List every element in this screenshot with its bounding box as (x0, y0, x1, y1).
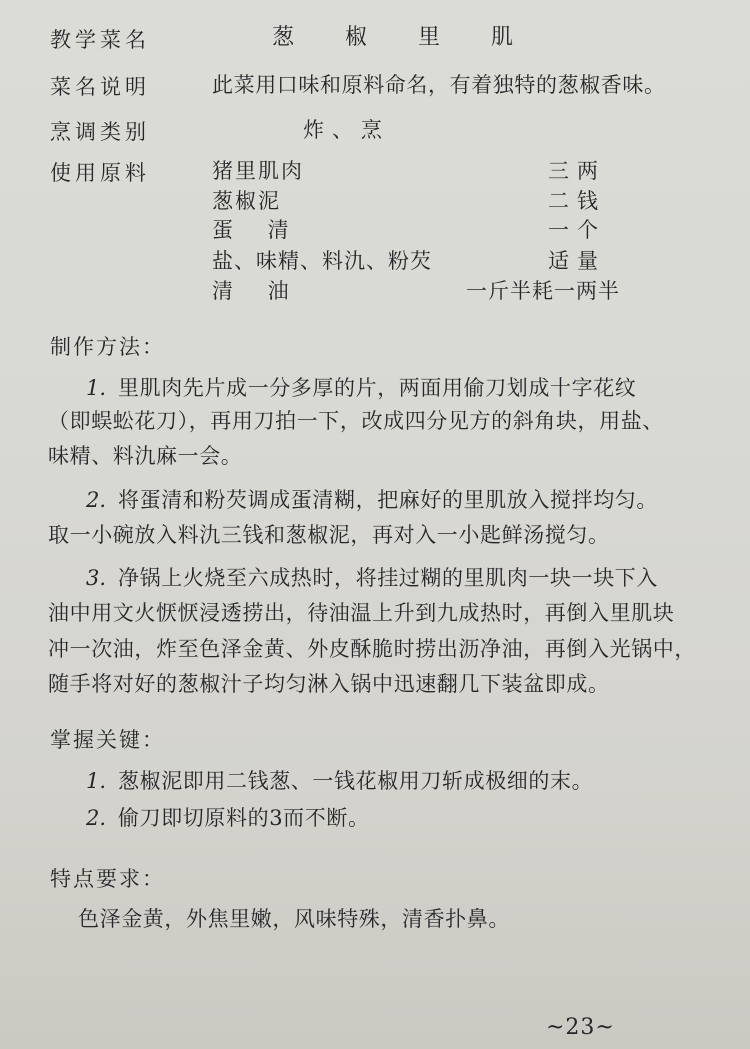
cook-label: 烹调类别 (50, 120, 150, 144)
step-line: 净锅上火烧至六成热时，将挂过糊的里肌肉一块一块下入 (118, 566, 658, 590)
ingredient-name: 蛋 清 (212, 218, 303, 242)
ingredient-qty: 一斤半耗一两半 (466, 279, 620, 303)
dish-name: 葱 椒 里 肌 (272, 25, 535, 50)
step-line: 里肌肉先片成一分多厚的片，两面用偷刀划成十字花纹 (118, 376, 637, 400)
method-title: 制作方法： (50, 335, 165, 359)
ingredient-name: 猪里肌肉 (212, 159, 304, 183)
ingredient-name: 清 油 (212, 279, 303, 303)
step-line: 随手将对好的葱椒汁子均匀淋入锅中迅速翻几下装盆即成。 (48, 672, 610, 696)
keys-title: 掌握关键： (50, 728, 165, 752)
page-number: ~23~ (546, 1015, 615, 1040)
features-title: 特点要求： (50, 867, 165, 891)
ingredient-qty: 适量 (548, 249, 606, 273)
cook-text: 炸、烹 (303, 118, 390, 142)
ingredient-name: 葱椒泥 (212, 189, 281, 213)
key-number: 2. (86, 806, 107, 830)
ingredients-label: 使用原料 (50, 161, 150, 185)
step-number: 2. (86, 488, 107, 512)
key-number: 1. (86, 769, 107, 793)
step-line: 油中用文火恹恹浸透捞出，待油温上升到九成热时，再倒入里肌块 (48, 601, 675, 625)
step-line: （即蜈蚣花刀），再用刀拍一下，改成四分见方的斜角块，用盐、 (48, 409, 664, 433)
features-text: 色泽金黄，外焦里嫩，风味特殊，清香扑鼻。 (78, 907, 510, 931)
step-number: 3. (86, 566, 107, 590)
key-text: 葱椒泥即用二钱葱、一钱花椒用刀斩成极细的末。 (118, 769, 594, 793)
step-line: 冲一次油，炸至色泽金黄、外皮酥脆时捞出沥净油，再倒入光锅中， (48, 637, 696, 661)
desc-label: 菜名说明 (50, 75, 150, 99)
ingredient-qty: 一个 (548, 218, 606, 242)
dish-label: 教学菜名 (50, 28, 150, 52)
step-line: 味精、料氿麻一会。 (48, 444, 243, 468)
ingredient-name: 盐、味精、料氿、粉芡 (212, 249, 432, 273)
step-line: 将蛋清和粉芡调成蛋清糊，把麻好的里肌放入搅拌均匀。 (118, 488, 658, 512)
ingredient-qty: 三两 (548, 159, 606, 183)
desc-text: 此菜用口味和原料命名，有着独特的葱椒香味。 (212, 73, 666, 97)
key-text: 偷刀即切原料的3而不断。 (118, 806, 370, 830)
step-number: 1. (86, 376, 107, 400)
step-line: 取一小碗放入料氿三钱和葱椒泥，再对入一小匙鲜汤搅匀。 (48, 523, 610, 547)
ingredient-qty: 二钱 (548, 189, 606, 213)
